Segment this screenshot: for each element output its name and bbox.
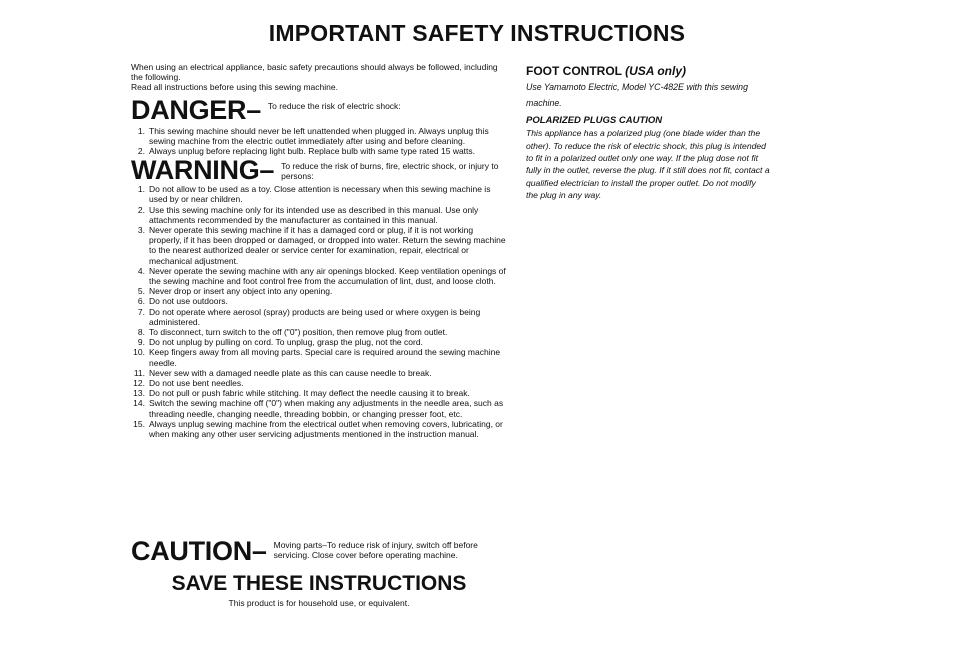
list-item: [131, 266, 507, 286]
list-item-number: 1.: [137, 125, 145, 136]
danger-heading: DANGER–: [131, 94, 261, 125]
list-item-number: 13.: [133, 388, 145, 399]
save-section: [131, 572, 507, 609]
polarized-title: POLARIZED PLUGS CAUTION: [526, 115, 663, 127]
polarized-text: This appliance has a polarized plug (one blade wider than the other). To reduce the risk of electric shock, this plug is intended to fit in a polarized outlet only one way. If the plug dose not fit fully in the outlet, reverse the plug. If it still does not fit, contact a qualified electrician to install the proper outlet. Do not modify the plug in any way.: [526, 128, 770, 201]
list-item-number: 7.: [137, 306, 145, 317]
list-item-text: Never sew with a damaged needle plate as this can cause needle to break.: [149, 367, 432, 378]
list-item-number: 10.: [133, 347, 145, 358]
list-item-number: 8.: [137, 327, 145, 338]
list-item-text: Keep fingers away from all moving parts. Special care is required around the sewing machine needle.: [149, 347, 501, 368]
list-item-text: Switch the sewing machine off ("0") when making any adjustments in the needle area, such as threading needle, changing needle, threading bobbin, or changing presser foot, etc.: [149, 398, 504, 419]
danger-subtitle: To reduce the risk of electric shock:: [267, 100, 401, 111]
warning-header: [131, 155, 507, 186]
list-item-number: 6.: [137, 296, 145, 307]
list-item-number: 14.: [133, 398, 145, 409]
list-item: [131, 126, 507, 146]
list-item-number: 9.: [137, 337, 145, 348]
list-item-number: 1.: [137, 184, 145, 195]
foot-control-title: [526, 64, 770, 78]
warning-list: [131, 184, 507, 439]
right-column: [526, 64, 770, 202]
list-item-number: 2.: [137, 204, 145, 215]
intro-line-1: When using an electrical appliance, basic safety precautions should always be followed, including the following.: [131, 62, 498, 83]
list-item: [131, 307, 507, 327]
left-column: [131, 62, 507, 439]
list-item: [131, 286, 507, 296]
warning-heading: WARNING–: [131, 155, 275, 186]
list-item-text: Do not use bent needles.: [149, 378, 244, 389]
caution-header: [131, 538, 507, 564]
list-item-text: Always unplug sewing machine from the electrical outlet when removing covers, lubricating, or when making any other user servicing adjustments mentioned in the instruction manual.: [149, 418, 503, 440]
intro-paragraph: [131, 62, 507, 93]
list-item-text: Use this sewing machine only for its intended use as described in this manual. Use only attachments recommended by the manufacturer as contained in this manual.: [149, 204, 479, 225]
page-title: IMPORTANT SAFETY INSTRUCTIONS: [268, 20, 686, 46]
list-item: [131, 184, 507, 204]
foot-control-title-text: FOOT CONTROL: [526, 64, 622, 78]
list-item: [131, 388, 507, 398]
list-item-text: To disconnect, turn switch to the off ("0") position, then remove plug from outlet.: [149, 327, 448, 338]
list-item-number: 12.: [133, 378, 145, 389]
list-item-text: Never drop or insert any object into any opening.: [149, 286, 333, 297]
list-item: [131, 419, 507, 439]
list-item-text: Do not use outdoors.: [149, 296, 228, 307]
list-item: [131, 398, 507, 418]
list-item: [131, 368, 507, 378]
danger-header: [131, 94, 507, 125]
list-item: [131, 378, 507, 388]
caution-text: Moving parts–To reduce risk of injury, switch off before servicing. Close cover before operating machine.: [273, 540, 478, 561]
foot-control-qualifier: (USA only): [625, 64, 687, 78]
intro-line-2: Read all instructions before using this sewing machine.: [131, 82, 338, 93]
list-item: [131, 327, 507, 337]
list-item-number: 2.: [137, 146, 145, 157]
list-item-text: Do not pull or push fabric while stitching. It may deflect the needle causing it to break.: [149, 388, 470, 399]
warning-subtitle: To reduce the risk of burns, fire, electric shock, or injury to persons:: [281, 161, 499, 182]
list-item-number: 3.: [137, 225, 145, 236]
list-item-text: This sewing machine should never be left unattended when plugged in. Always unplug this sewing machine from the electric outlet immediately after using and before cleaning.: [149, 125, 489, 146]
save-subtitle: This product is for household use, or equivalent.: [228, 598, 410, 608]
list-item-text: Do not operate where aerosol (spray) products are being used or where oxygen is being administered.: [149, 306, 481, 327]
list-item-text: Never operate this sewing machine if it has a damaged cord or plug, if it is not working properly, if it has been dropped or damaged, or dropped into water. Return the sewing machine to the nearest authorized dealer or service center for examination, repair, electrical or mechanical adjustment.: [149, 225, 506, 266]
list-item-number: 4.: [137, 265, 145, 276]
list-item: [131, 337, 507, 347]
danger-list: [131, 126, 507, 157]
list-item-number: 5.: [137, 286, 145, 297]
list-item: [131, 205, 507, 225]
list-item: [131, 296, 507, 306]
list-item: [131, 225, 507, 266]
caution-heading: CAUTION–: [131, 536, 267, 566]
list-item-text: Always unplug before replacing light bulb. Replace bulb with same type rated 15 watts.: [149, 146, 476, 157]
list-item: [131, 347, 507, 367]
list-item-number: 15.: [133, 418, 145, 429]
save-title: SAVE THESE INSTRUCTIONS: [171, 572, 467, 595]
foot-control-text: Use Yamamoto Electric, Model YC-482E with this sewing machine.: [526, 82, 748, 108]
list-item-text: Do not allow to be used as a toy. Close attention is necessary when this sewing machine is used by or near children.: [149, 184, 491, 205]
list-item-text: Never operate the sewing machine with any air openings blocked. Keep ventilation openings of the sewing machine and foot control free from the accumulation of lint, dust, and loose cloth.: [149, 265, 506, 287]
list-item-text: Do not unplug by pulling on cord. To unplug, grasp the plug, not the cord.: [149, 337, 423, 348]
list-item-number: 11.: [133, 367, 145, 378]
